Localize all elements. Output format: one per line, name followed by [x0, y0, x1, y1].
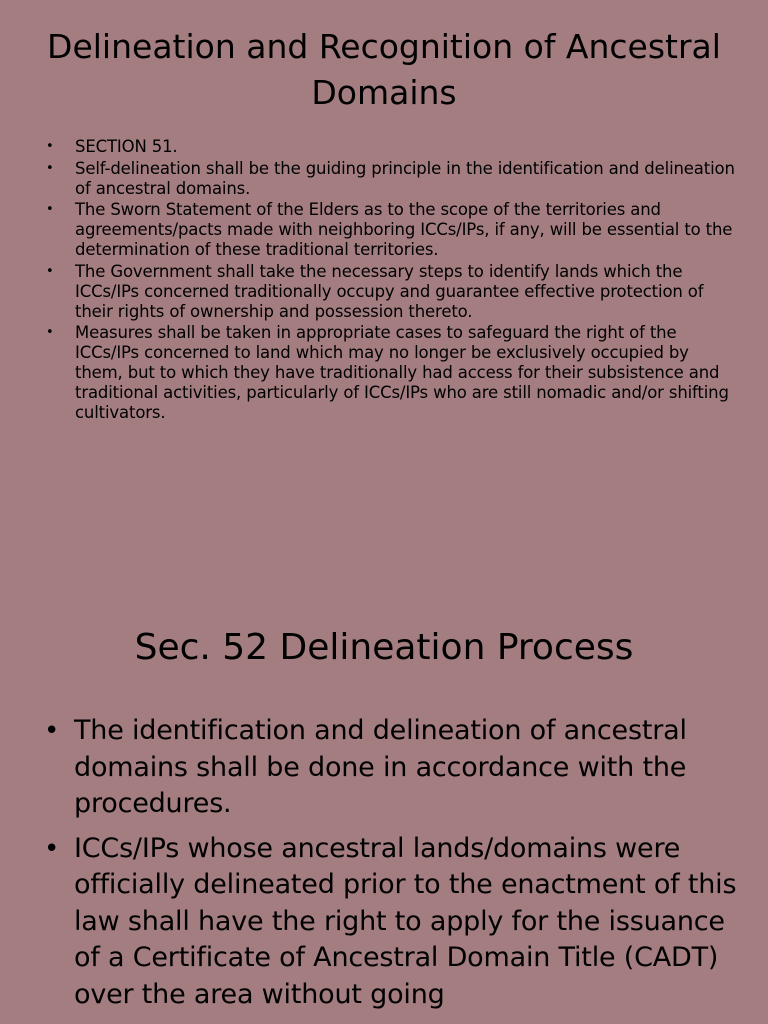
list-item: [46, 159, 736, 199]
bullet-icon: •: [44, 833, 60, 864]
list-item-text: The Sworn Statement of the Elders as to the scope of the territories and agreements/pacts made with neighboring ICCs/IPs, if any, will be essential to the determination of these traditional territories.: [75, 200, 733, 259]
bullet-icon: •: [46, 160, 54, 176]
list-item-text: SECTION 51.: [75, 137, 178, 156]
bullet-icon: •: [44, 716, 60, 746]
bullet-list: [46, 137, 736, 425]
list-item: [46, 200, 736, 260]
list-item-text: Self-delineation shall be the guiding principle in the identification and delineation of ancestral domains.: [75, 158, 735, 198]
list-item: [46, 137, 736, 157]
list-item-text: The Government shall take the necessary steps to identify lands which the ICCs/IPs concerned traditionally occupy and guarantee effective protection of their rights of ownership and possession thereto.: [75, 261, 704, 321]
slide-title: Delineation and Recognition of Ancestral Domains: [47, 27, 721, 112]
bullet-icon: •: [46, 263, 54, 279]
bullet-icon: •: [46, 139, 54, 154]
list-item: [44, 713, 744, 823]
list-item: [44, 831, 744, 1014]
bullet-icon: •: [46, 325, 54, 340]
list-item-text: The identification and delineation of ancestral domains shall be done in accordance with the procedures.: [74, 715, 687, 819]
list-item: [46, 262, 736, 322]
bullet-list: [44, 713, 744, 1021]
list-item: [46, 323, 736, 423]
list-item-text: ICCs/IPs whose ancestral lands/domains were officially delineated prior to the enactment of this law shall have the right to apply for the issuance of a Certificate of Ancestral Domain Title (CADT) over the area without going: [74, 832, 737, 1010]
bullet-icon: •: [46, 202, 54, 217]
slide-delineation-process: [0, 580, 768, 1024]
list-item-text: Measures shall be taken in appropriate cases to safeguard the right of the ICCs/IPs concerned to land which may no longer be exclusively occupied by them, but to which they have traditionally had access for their subsistence and traditional activities, particularly of ICCs/IPs who are still nomadic and/or shifting cultivators.: [75, 323, 729, 422]
slide-title: Sec. 52 Delineation Process: [134, 627, 634, 668]
